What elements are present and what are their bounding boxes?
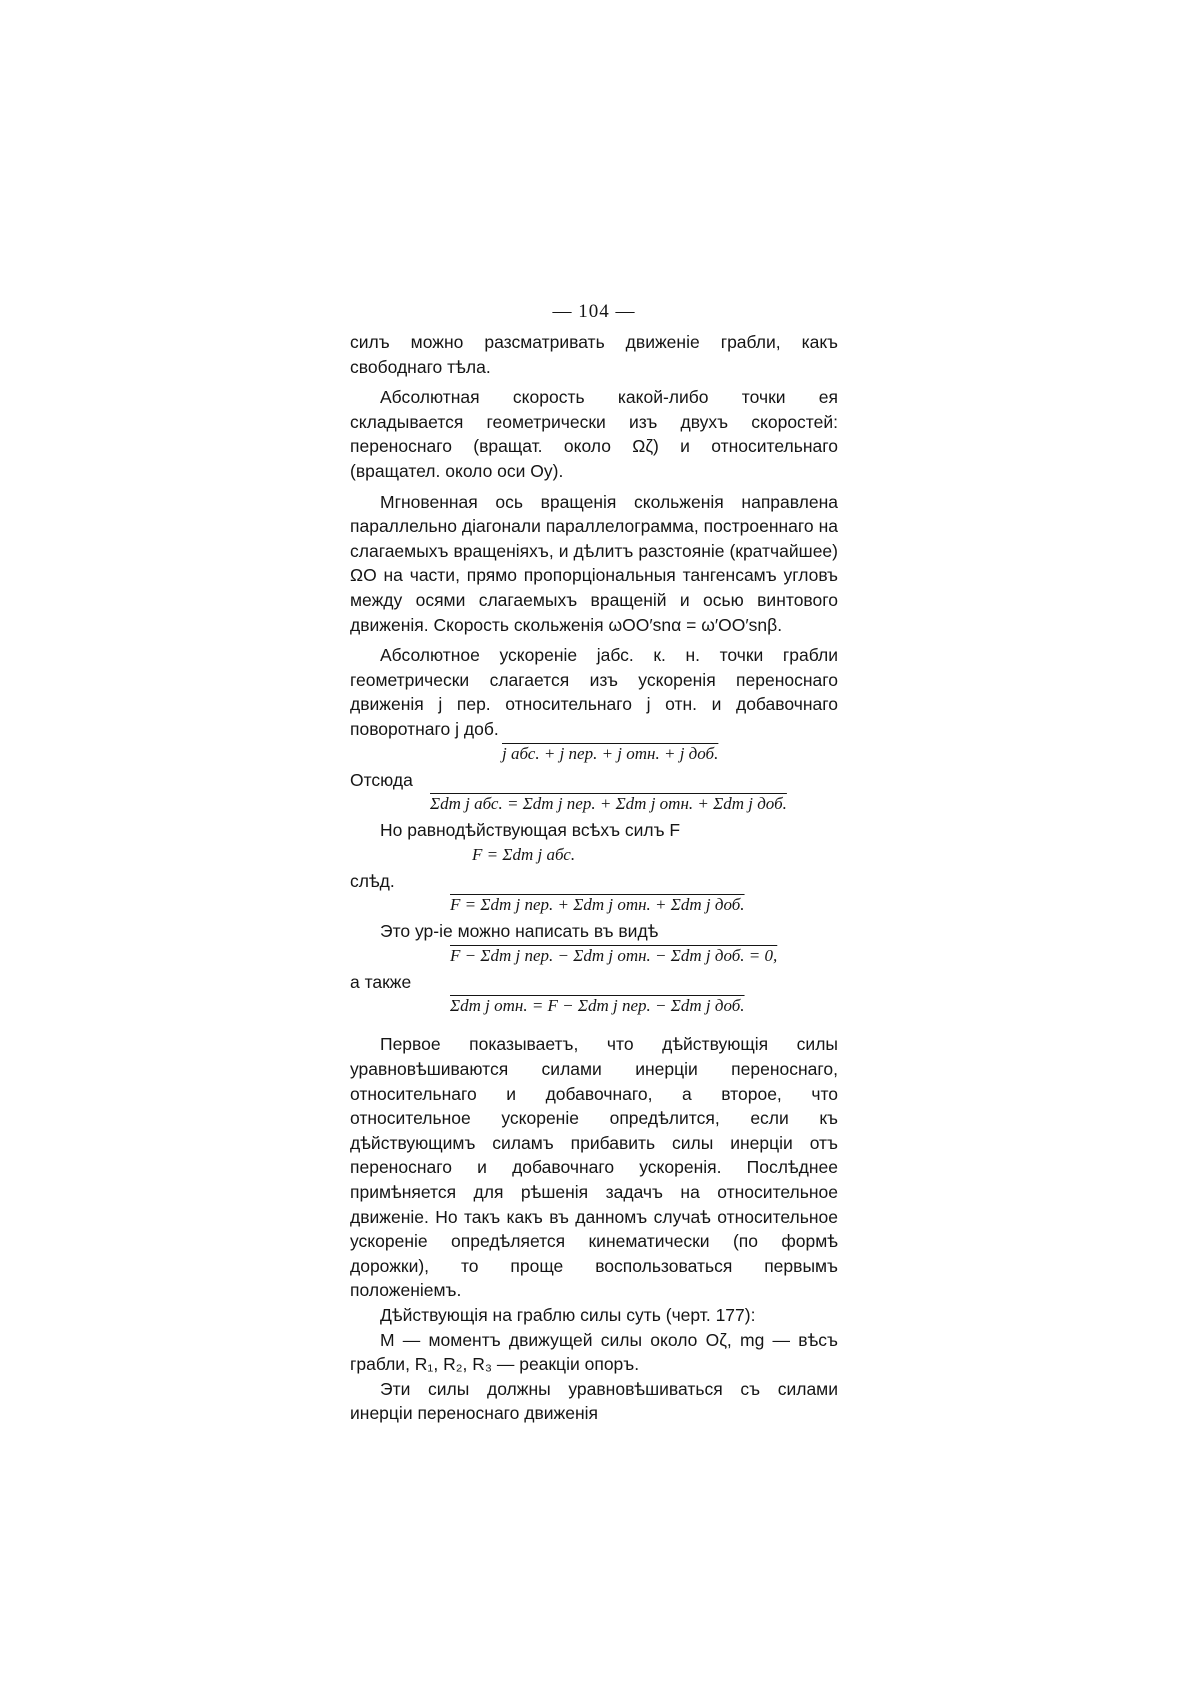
paragraph-2: Абсолютная скорость какой-либо точки ея складывается геометрически изъ двухъ скоростей: переноснаго (вращат. около Ωζ) и относительнаго (вращател. около оси Oy). [350,387,838,481]
spacer [350,1018,838,1026]
paragraph-1: силъ можно разсматривать движенiе грабли, какъ свободнаго тѣла. [350,332,838,377]
paragraph-5: Первое показываетъ, что дѣйствующiя силы уравновѣшиваются силами инерцiи переноснаго, относительнаго и добавочнаго, а второе, что относительное ускоренiе опредѣлится, если къ дѣйствующимъ силамъ прибавить силы инерцiи отъ переноснаго и добавочнаго ускоренiя. Послѣднее примѣняется для рѣшенiя задачъ на относительное движенiе. Но такъ какъ въ данномъ случаѣ относительное ускоренiе опредѣляется кинематически (по формѣ дорожки), то проще воспользоваться первымъ положенiемъ. [350,1034,838,1301]
label-otsyuda: Отсюда [350,769,413,790]
paragraph-6: Дѣйствующiя на граблю силы суть (черт. 177): [380,1305,756,1325]
paragraph-4: Абсолютное ускоренiе jабс. к. н. точки грабли геометрически слагается изъ ускоренiя переноснаго движенiя j пер. относительнаго j отн. и добавочнаго поворотнаго j доб. [350,645,838,739]
label-resultant: Но равнодѣйствующая всѣхъ силъ F [380,820,681,841]
formula-resultant: F = Σdm j абс. [472,844,576,864]
formula-inertia-sum: Σdm j абс. = Σdm j пер. + Σdm j отн. + Σdm j доб. [430,794,787,814]
formula-equilibrium: F − Σdm j пер. − Σdm j отн. − Σdm j доб. = 0, [450,945,778,965]
text-column [350,300,838,1426]
paragraph-3: Мгновенная ось вращенiя скольженiя направлена параллельно дiагонали параллелограмма, построеннаго на слагаемыхъ вращенiяхъ, и дѣлитъ разстоянiе (кратчайшее) ΩO на части, прямо пропорцiональныя тангенсамъ угловъ между осями слагаемыхъ вращенiй и осью винтового движенiя. Скорость скольженiя ωOO′snα = ω′OO′snβ. [350,491,838,635]
label-a-takzhe: а также [350,971,412,992]
paragraph-7: M — моментъ движущей силы около Oζ, mg — вѣсъ грабли, R₁, R₂, R₃ — реакцiи опоръ. [350,1329,838,1375]
formula-resultant-expanded: F = Σdm j пер. + Σdm j отн. + Σdm j доб. [450,895,745,915]
formula-acceleration-sum: j абс. + j пер. + j отн. + j доб. [502,743,719,763]
label-equation-form: Это ур-iе можно написать въ видѣ [380,921,659,942]
page-number: — 104 — [552,301,636,322]
formula-relative-acceleration: Σdm j отн. = F − Σdm j пер. − Σdm j доб. [450,996,745,1016]
label-sled: слѣд. [350,870,395,891]
paragraph-8: Эти силы должны уравновѣшиваться съ силами инерцiи переноснаго движенiя [350,1378,838,1424]
